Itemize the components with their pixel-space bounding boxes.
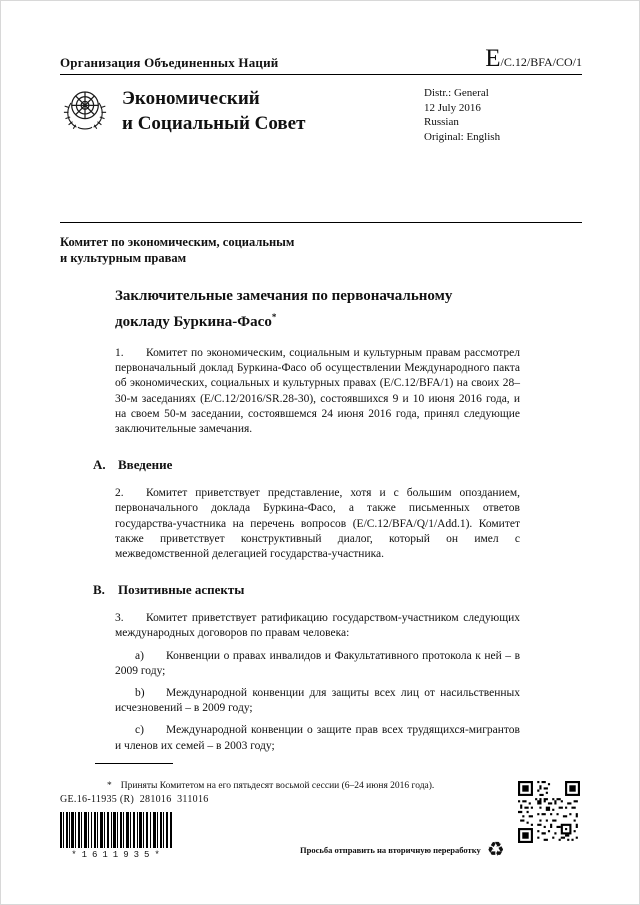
- qr-code: [518, 781, 580, 843]
- list-item-b: [115, 686, 520, 716]
- recycle-icon: ♻: [486, 839, 505, 861]
- section-b-letter: B.: [93, 582, 105, 598]
- list-item-c: [115, 723, 520, 753]
- title-line2: докладу Буркина-Фасо: [115, 314, 272, 330]
- distr-line: Distr.: General: [424, 87, 489, 99]
- list-item-a-text: Конвенции о правах инвалидов и Факультативного протокола к ней – в 2009 году;: [115, 649, 520, 677]
- list-item-c-text: Международной конвенции о защите прав всех трудящихся-мигрантов и членов их семей – в 2003 году;: [115, 724, 520, 752]
- section-b-heading: [93, 582, 582, 598]
- paragraph-1: [115, 346, 520, 437]
- document-title: [115, 286, 520, 333]
- paragraph-3: [115, 611, 520, 641]
- barcode: [60, 812, 172, 848]
- paragraph-2-number: 2.: [115, 487, 124, 500]
- list-item-b-label: b): [135, 687, 145, 700]
- section-a-heading: [93, 457, 582, 473]
- recycle-notice: [300, 840, 505, 860]
- council-name-line1: Экономический: [122, 88, 260, 109]
- list-item-a-label: a): [135, 649, 144, 662]
- paragraph-3-number: 3.: [115, 612, 124, 625]
- section-a-letter: A.: [93, 457, 106, 473]
- committee-line2: и культурным правам: [60, 251, 187, 265]
- list-item-c-label: c): [135, 724, 144, 737]
- footnote-separator: [95, 763, 173, 764]
- list-item-b-text: Международной конвенции для защиты всех лиц от насильственных исчезновений – в 2009 году;: [115, 687, 520, 715]
- barcode-text: *1611935*: [71, 850, 165, 860]
- council-name-line2: и Социальный Совет: [122, 113, 306, 134]
- footnote-marker: *: [107, 780, 112, 791]
- footnote-text: Приняты Комитетом на его пятьдесят восьмой сессии (6–24 июня 2016 года).: [120, 780, 435, 791]
- section-a-title: Введение: [118, 457, 173, 473]
- committee-line1: Комитет по экономическим, социальным: [60, 235, 295, 249]
- un-emblem-icon: [60, 84, 110, 136]
- footnote: [60, 781, 567, 791]
- distr-original: Original: English: [424, 130, 501, 143]
- header-divider: [60, 222, 582, 223]
- org-name: Организация Объединенных Наций: [60, 55, 279, 70]
- paragraph-2: [115, 486, 520, 562]
- paragraph-1-text: Комитет по экономическим, социальным и культурным правам рассмотрел первоначальный доклад Буркина-Фасо об осуществлении Международного пакта об экономических, социальных и культурных правах (E/C.12/BFA/1) на своих 28–30-м заседаниях (E/C.12/2016/SR.28-30), состоявшихся 9 и 10 июня 2016 года, и на своем 50-м заседании, состоявшемся 24 июня 2016 года, принял следующие заключительные замечания.: [115, 347, 520, 436]
- distr-date: 12 July 2016: [424, 101, 481, 114]
- title-footnote-marker: *: [271, 312, 277, 322]
- paragraph-1-number: 1.: [115, 347, 124, 359]
- list-item-a: [115, 649, 520, 679]
- committee-heading: [60, 234, 582, 266]
- document-header-row: [60, 46, 582, 75]
- distr-block: [424, 84, 582, 144]
- section-b-title: Позитивные аспекты: [118, 582, 245, 598]
- doc-symbol: [485, 46, 582, 71]
- doc-symbol-prefix: E: [485, 45, 501, 72]
- paragraph-2-text: Комитет приветствует представление, хотя и с большим опозданием, первоначального доклада Буркина-Фасо, а также письменных ответов государства-участника на перечень вопросов (E/C.12/BFA/Q/1/Add.1). Комитет также приветствует конструктивный диалог, который он имел с межведомственной делегацией государства-участника.: [115, 487, 520, 561]
- ge-number: GE.16-11935 (R) 281016 311016: [60, 794, 209, 805]
- masthead: [60, 84, 582, 144]
- doc-symbol-rest: /C.12/BFA/CO/1: [500, 55, 582, 69]
- paragraph-3-text: Комитет приветствует ратификацию государством-участником следующих международных договоров по правам человека:: [115, 612, 520, 640]
- title-line1: Заключительные замечания по первоначальному: [115, 288, 453, 304]
- distr-language: Russian: [424, 116, 459, 128]
- recycle-text: Просьба отправить на вторичную переработку: [300, 845, 481, 855]
- council-name: [122, 84, 305, 144]
